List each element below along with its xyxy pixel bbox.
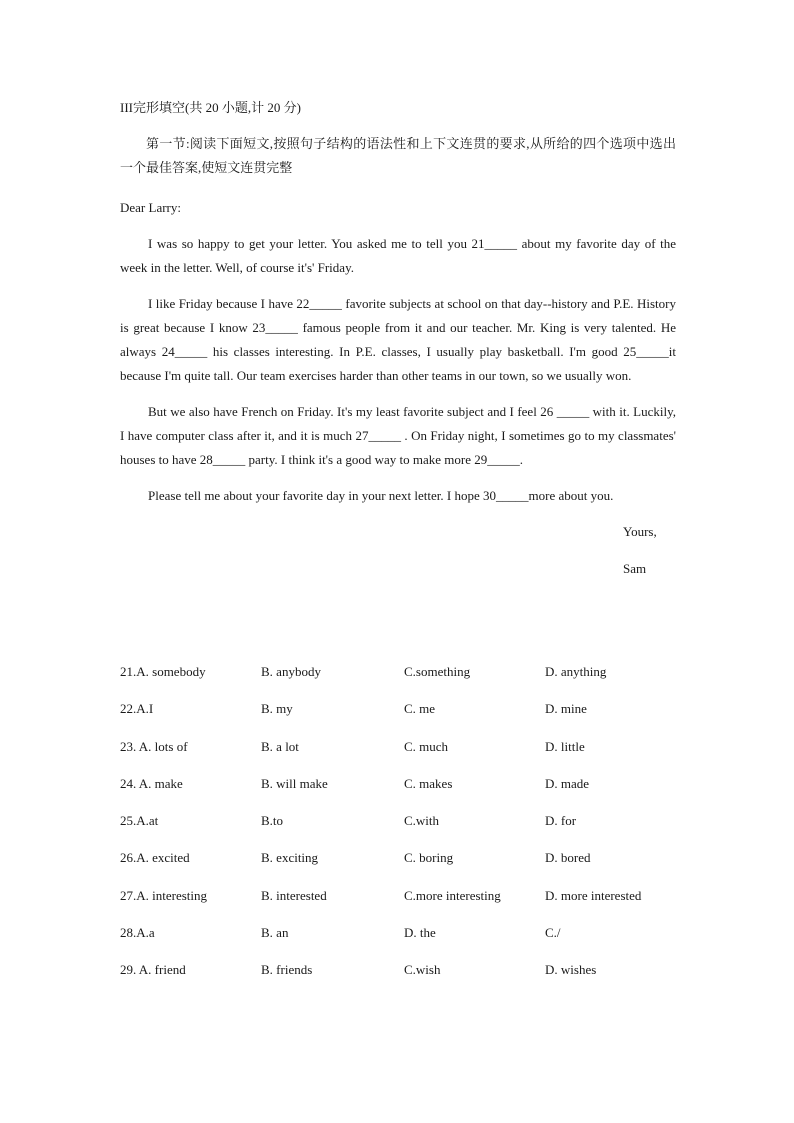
- option-b: B. exciting: [261, 850, 319, 866]
- option-a: 27.A. interesting: [120, 887, 208, 903]
- option-d: C./: [545, 925, 561, 941]
- question-row-22: [120, 697, 676, 734]
- question-row-23: [120, 735, 676, 772]
- question-row-29: [120, 958, 676, 995]
- question-row-24: [120, 772, 676, 809]
- option-a: 28.A.a: [120, 925, 155, 941]
- option-b: B. a lot: [261, 738, 299, 754]
- option-d: D. mine: [545, 701, 587, 717]
- option-c: D. the: [404, 925, 436, 941]
- option-a: 22.A.I: [120, 701, 154, 717]
- option-d: D. wishes: [545, 962, 597, 978]
- option-c: C. me: [404, 701, 436, 717]
- question-row-25: [120, 809, 676, 846]
- option-b: B. friends: [261, 962, 313, 978]
- option-a: 29. A. friend: [120, 962, 186, 978]
- option-b: B. my: [261, 701, 293, 717]
- letter-salutation: Dear Larry:: [120, 200, 181, 215]
- answer-options: [120, 660, 676, 996]
- question-row-27: [120, 884, 676, 921]
- instruction-text: 第一节:阅读下面短文,按照句子结构的语法性和上下文连贯的要求,从所给的四个选项中选出一个最佳答案,使短文连贯完整: [120, 136, 676, 175]
- option-a: 25.A.at: [120, 813, 159, 829]
- option-a: 23. A. lots of: [120, 738, 188, 754]
- option-b: B. will make: [261, 775, 328, 791]
- option-c: C.wish: [404, 962, 441, 978]
- letter-paragraph-1: I was so happy to get your letter. You asked me to tell you 21_____ about my favorite day of the week in the letter. Well, of course it's' Friday.: [120, 236, 676, 275]
- option-c: C.more interesting: [404, 887, 501, 903]
- option-a: 24. A. make: [120, 775, 183, 791]
- option-d: D. more interested: [545, 887, 642, 903]
- document-body: [120, 96, 676, 581]
- letter-paragraph-3: But we also have French on Friday. It's my least favorite subject and I feel 26 _____ with it. Luckily, I have computer class after it, and it is much 27_____ . On Friday night, I sometimes go to my classmates' houses to have 28_____ party. I think it's a good way to make more 29_____.: [120, 404, 676, 467]
- option-d: D. for: [545, 813, 577, 829]
- option-b: B.to: [261, 813, 284, 829]
- section-title: III完形填空(共 20 小题,计 20 分): [120, 100, 301, 115]
- option-b: B. anybody: [261, 664, 321, 679]
- question-row-26: [120, 846, 676, 883]
- option-d: D. anything: [545, 664, 607, 679]
- option-b: B. an: [261, 925, 289, 941]
- option-c: C. much: [404, 738, 449, 754]
- option-d: D. little: [545, 738, 585, 754]
- option-a: 26.A. excited: [120, 850, 190, 866]
- option-d: D. bored: [545, 850, 591, 866]
- question-row-28: [120, 921, 676, 958]
- option-b: B. interested: [261, 887, 327, 903]
- letter-closing: Yours,: [623, 524, 657, 539]
- question-row-21: [120, 660, 676, 697]
- option-d: D. made: [545, 775, 590, 791]
- option-c: C.with: [404, 813, 440, 829]
- option-c: C.something: [404, 664, 471, 679]
- letter-signature: Sam: [623, 561, 647, 576]
- option-a: 21.A. somebody: [120, 664, 206, 679]
- option-c: C. makes: [404, 775, 453, 791]
- letter-paragraph-2: I like Friday because I have 22_____ favorite subjects at school on that day--history and P.E. History is great because I know 23_____ famous people from it and our teacher. Mr. King is very talented. He always 24_____ his classes interesting. In P.E. classes, I usually play basketball. I'm good 25_____it because I'm quite tall. Our team exercises harder than other teams in our town, so we usually won.: [120, 296, 676, 383]
- letter-paragraph-4: Please tell me about your favorite day in your next letter. I hope 30_____more about you.: [148, 488, 614, 503]
- option-c: C. boring: [404, 850, 454, 866]
